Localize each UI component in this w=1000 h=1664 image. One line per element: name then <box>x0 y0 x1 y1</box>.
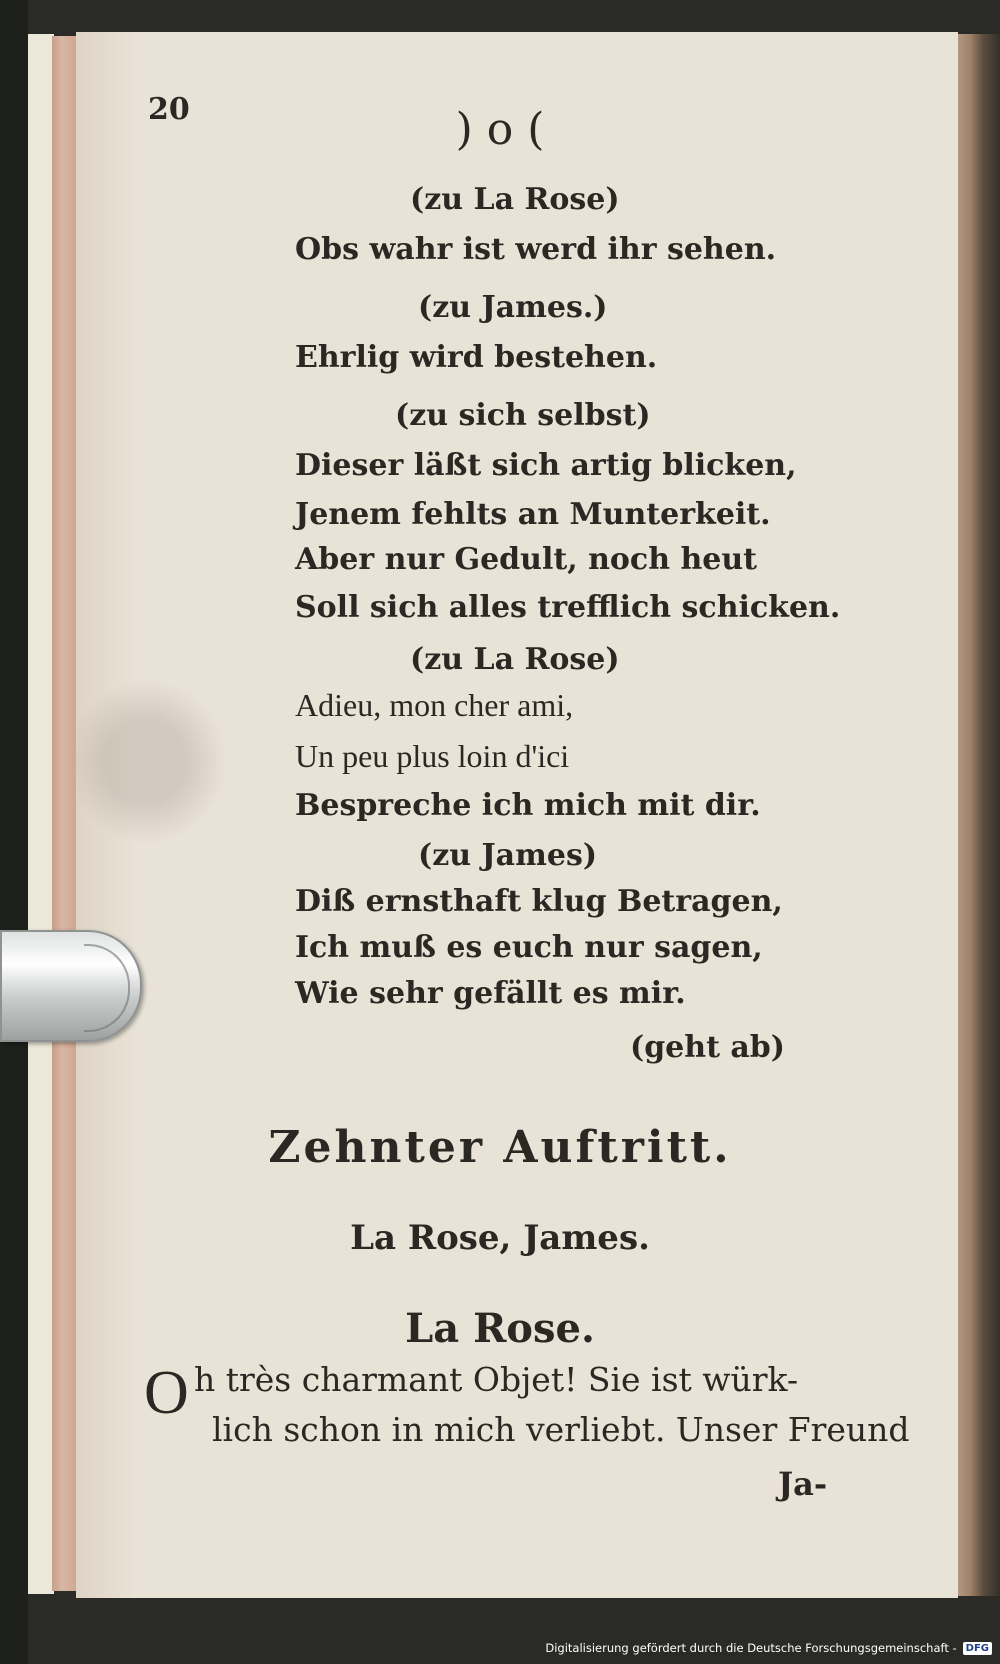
verse-line: Diß ernsthaft klug Betragen, <box>295 884 783 919</box>
prose-line: lich schon in mich verliebt. Unser Freund <box>212 1410 910 1449</box>
drop-capital: O <box>144 1359 189 1427</box>
stage-direction: (zu James) <box>418 838 598 873</box>
verse-line: Dieser läßt sich artig blicken, <box>295 448 797 483</box>
verse-line: Ich muß es euch nur sagen, <box>295 930 763 965</box>
verse-line: Wie sehr gefällt es mir. <box>295 976 686 1011</box>
stage-direction: (zu sich selbst) <box>395 398 651 433</box>
stage-direction: (zu La Rose) <box>410 182 620 217</box>
page-number: 20 <box>148 92 190 127</box>
book-spine-edge <box>958 34 1000 1596</box>
scene-heading: Zehnter Auftritt. <box>268 1122 732 1173</box>
verse-line: Ehrlig wird bestehen. <box>295 340 658 375</box>
verse-line: Bespreche ich mich mit dir. <box>295 788 761 823</box>
page-clip-inner <box>84 944 130 1032</box>
verse-line: Aber nur Gedult, noch heut <box>295 542 758 577</box>
verse-line: Soll sich alles trefflich schicken. <box>295 590 841 625</box>
page-clip <box>0 930 142 1042</box>
speaker-name: La Rose. <box>405 1305 595 1352</box>
character-list: La Rose, James. <box>350 1218 650 1258</box>
verse-line: Obs wahr ist werd ihr sehen. <box>295 232 777 267</box>
digitization-footer <box>545 1636 992 1660</box>
stage-direction: (zu La Rose) <box>410 642 620 677</box>
stage-direction: (zu James.) <box>418 290 608 325</box>
footer-text: Digitalisierung gefördert durch die Deutsche Forschungsgemeinschaft - <box>545 1641 957 1655</box>
verse-line: Un peu plus loin d'ici <box>295 738 570 774</box>
catchword: Ja- <box>778 1465 828 1503</box>
page-header-ornament: ) o ( <box>455 104 545 155</box>
verse-line: Jenem fehlts an Munterkeit. <box>295 497 771 532</box>
scanner-background <box>0 0 28 1664</box>
stage-direction-exit: (geht ab) <box>630 1030 785 1065</box>
dfg-logo-icon: DFG <box>963 1642 992 1655</box>
verse-line: Adieu, mon cher ami, <box>295 687 574 723</box>
prose-line: h très charmant Objet! Sie ist würk- <box>194 1360 799 1399</box>
page-edge <box>28 34 54 1594</box>
book-edge <box>52 36 76 1591</box>
